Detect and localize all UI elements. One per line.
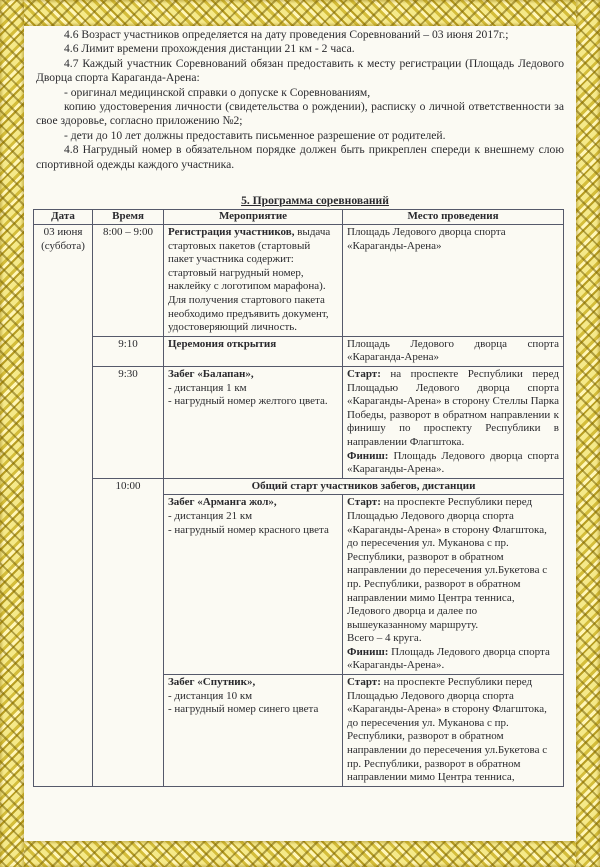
place-cell (343, 495, 564, 675)
finish-place: Площадь Ледового дворца спорта «Караганды-Арена». (347, 449, 559, 476)
group-start-title: Общий старт участников забегов, дистанции (164, 478, 564, 495)
start-route: на проспекте Республики перед Площадью Ледового дворца спорта «Караганды-Арена» в сторону Стеллы Парка Победы, разворот в обратном направлении к финишу по проспекту Республики в направлении Флагштока. (347, 368, 559, 448)
start-label: Старт: (347, 368, 381, 380)
event-cell (164, 675, 343, 787)
border-right (576, 0, 600, 867)
event-title: Регистрация участников, (168, 226, 295, 239)
start-route: на проспекте Республики перед Площадью Ледового дворца спорта «Караганды-Арена» в сторону Флагштока, до пересечения ул. Муканова с пр. Республики, разворот в обратном направлении до пересечения ул.Букетова с пр. Республики, разворот в обратном направлении мимо Центра тенниса, (347, 676, 548, 784)
paragraph-4-7-registration: 4.7 Каждый участник Соревнований обязан предоставить к месту регистрации (Площадь Ледового Дворца спорта Караганда-Арена: (36, 56, 564, 85)
border-top (0, 0, 600, 26)
event-title: Забег «Спутник», (168, 676, 256, 689)
event-distance: - дистанция 1 км (168, 381, 247, 394)
border-left (0, 0, 24, 867)
place-cell (343, 675, 564, 787)
place-cell: Площадь Ледового дворца спорта «Караганда-Арена» (343, 336, 564, 366)
event-bib-color: - нагрудный номер желтого цвета. (168, 395, 328, 408)
paragraph-4-6-time-limit: 4.6 Лимит времени прохождения дистанции 21 км - 2 часа. (64, 42, 355, 56)
document-page (36, 28, 564, 787)
header-date: Дата (34, 210, 93, 225)
start-label: Старт: (347, 676, 381, 689)
header-event: Мероприятие (164, 210, 343, 225)
event-title: Забег «Балапан», (168, 368, 254, 380)
program-table (33, 209, 564, 786)
event-bib-color: - нагрудный номер синего цвета (168, 703, 319, 716)
date: 03 июня (43, 226, 83, 239)
table-row (34, 225, 564, 337)
event-title: Забег «Арманга жол», (168, 496, 277, 509)
event-description: выдача стартовых пакетов (стартовый пакет участника содержит: стартовый нагрудный номер, наклейку с логотипом марафона). Для получения стартового пакета необходимо предъявить документ, удостоверяющий личность. (168, 226, 331, 334)
table-row (34, 478, 564, 495)
paragraph-medical-certificate: - оригинал медицинской справки о допуске к Соревнованиям, (64, 85, 371, 99)
finish-label: Финиш: (347, 645, 389, 658)
time-cell: 8:00 – 9:00 (93, 225, 164, 337)
event-distance: - дистанция 10 км (168, 689, 253, 702)
time-cell: 9:10 (93, 336, 164, 366)
weekday: (суббота) (41, 239, 85, 252)
event-cell (164, 367, 343, 479)
event-cell (164, 495, 343, 675)
laps-count: Всего – 4 круга. (347, 632, 422, 645)
table-header-row (34, 210, 564, 225)
paragraph-id-copy: копию удостоверения личности (свидетельства о рождении), расписку о личной ответственности за свое здоровье, согласно приложению №2; (36, 100, 564, 128)
event-distance: - дистанция 21 км (168, 509, 253, 522)
header-place: Место проведения (343, 210, 564, 225)
header-time: Время (93, 210, 164, 225)
table-row (34, 367, 564, 479)
date-cell (34, 225, 93, 787)
table-row (34, 336, 564, 366)
section-title: 5. Программа соревнований (241, 194, 389, 208)
start-label: Старт: (347, 496, 381, 509)
time-cell: 10:00 (93, 478, 164, 786)
place-cell (343, 367, 564, 479)
event-bib-color: - нагрудный номер красного цвета (168, 523, 329, 536)
event-cell (164, 225, 343, 337)
finish-label: Финиш: (347, 449, 389, 462)
finish-place: Площадь Ледового дворца спорта «Караганды-Арена». (347, 645, 550, 672)
border-bottom (0, 841, 600, 867)
place-cell: Площадь Ледового дворца спорта «Караганды-Арена» (343, 225, 564, 337)
event-title: Церемония открытия (164, 336, 343, 366)
time-cell: 9:30 (93, 367, 164, 479)
paragraph-children-permission: - дети до 10 лет должны предоставить письменное разрешение от родителей. (64, 128, 446, 142)
paragraph-4-8-bib: 4.8 Нагрудный номер в обязательном порядке должен быть прикреплен спереди к внешнему слою спортивной одежды каждого участника. (36, 143, 564, 171)
paragraph-4-6-age: 4.6 Возраст участников определяется на дату проведения Соревнований – 03 июня 2017г.; (64, 28, 509, 41)
start-route: на проспекте Республики перед Площадью Ледового дворца спорта «Караганды-Арена» в сторону Флагштока, до пересечения ул. Муканова с пр. Республики, разворот в обратном направлении до пересечения ул.Букетова с пр. Республики, разворот в обратном направлении мимо Центра тенниса, Ледового дворца и далее по вышеуказанному маршруту. (347, 496, 548, 631)
